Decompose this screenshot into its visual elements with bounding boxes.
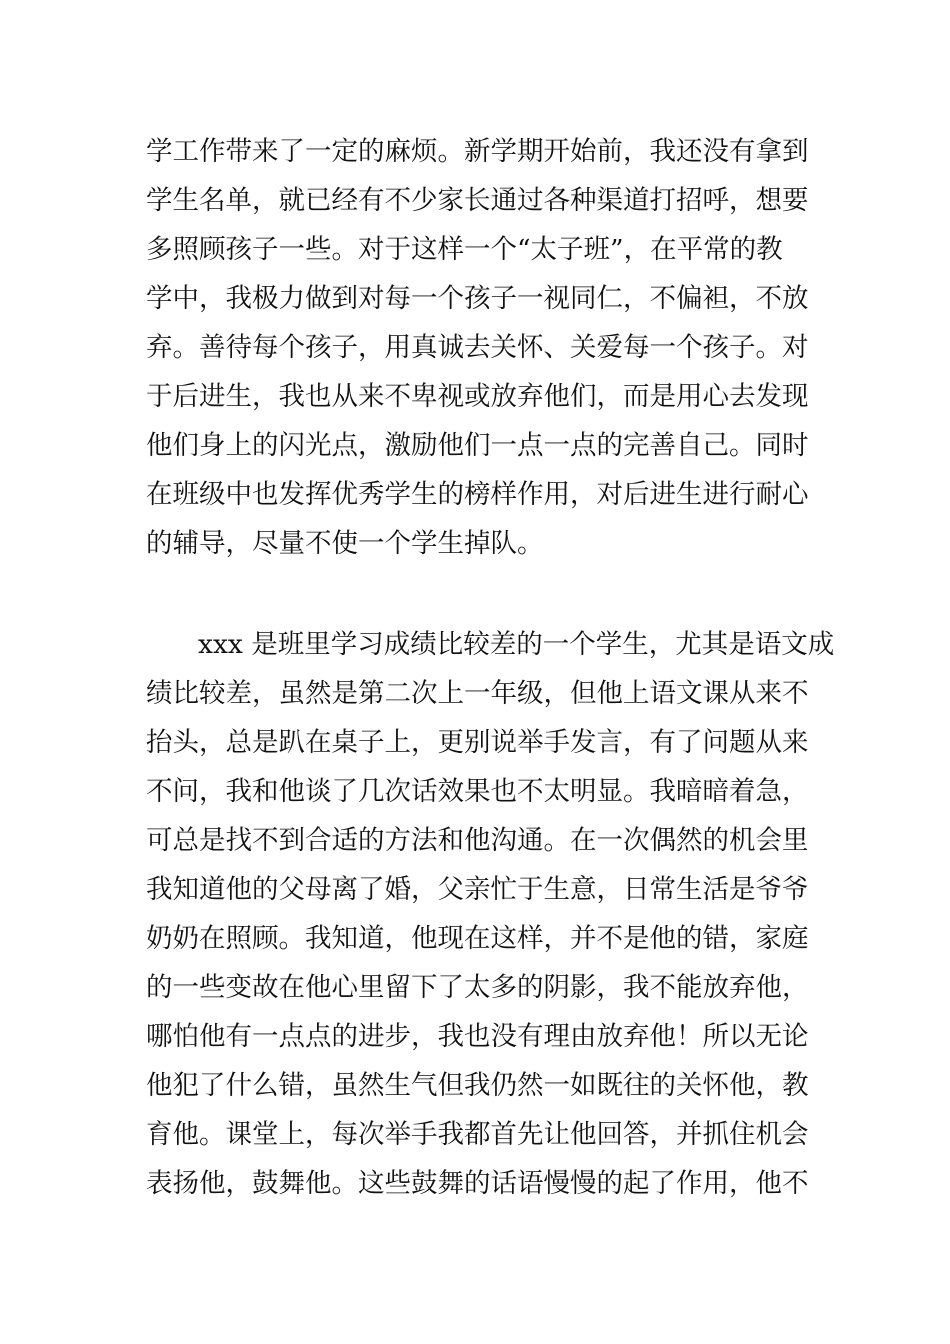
- paragraph-line: 于后进生，我也从来不卑视或放弃他们，而是用心去发现: [146, 381, 809, 412]
- paragraph-line: 多照顾孩子一些。对于这样一个“太子班”，在平常的教: [146, 234, 783, 265]
- paragraph-line: 我知道他的父母离了婚，父亲忙于生意，日常生活是爷爷: [146, 874, 809, 905]
- paragraph-line: 学生名单，就已经有不少家长通过各种渠道打招呼，想要: [146, 185, 809, 216]
- paragraph-line: 他犯了什么错，虽然生气但我仍然一如既往的关怀他，教: [146, 1070, 809, 1101]
- paragraph-line: 的一些变故在他心里留下了太多的阴影，我不能放弃他，: [146, 972, 809, 1003]
- paragraph-line: 的辅导，尽量不使一个学生掉队。: [146, 528, 544, 559]
- paragraph-line: 学中，我极力做到对每一个孩子一视同仁，不偏袒，不放: [146, 283, 809, 314]
- paragraph-line: 不问，我和他谈了几次话效果也不太明显。我暗暗着急，: [146, 776, 809, 807]
- paragraph-line: 学工作带来了一定的麻烦。新学期开始前，我还没有拿到: [146, 136, 809, 167]
- paragraph-line: 绩比较差，虽然是第二次上一年级，但他上语文课从来不: [146, 678, 809, 709]
- paragraph-line: 奶奶在照顾。我知道，他现在这样，并不是他的错，家庭: [146, 923, 809, 954]
- paragraph-2: [146, 620, 835, 1208]
- paragraph-line: 可总是找不到合适的方法和他沟通。在一次偶然的机会里: [146, 825, 809, 856]
- paragraph-line: 他们身上的闪光点，激励他们一点一点的完善自己。同时: [146, 430, 809, 461]
- paragraph-line: 抬头，总是趴在桌子上，更别说举手发言，有了问题从来: [146, 727, 809, 758]
- paragraph-line: 在班级中也发挥优秀学生的榜样作用，对后进生进行耐心: [146, 479, 809, 510]
- paragraph-1: [146, 127, 826, 568]
- paragraph-line: 表扬他，鼓舞他。这些鼓舞的话语慢慢的起了作用，他不: [146, 1168, 809, 1199]
- paragraph-line: 弃。善待每个孩子，用真诚去关怀、关爱每一个孩子。对: [146, 332, 809, 363]
- paragraph-line: 育他。课堂上，每次举手我都首先让他回答，并抓住机会: [146, 1119, 809, 1150]
- paragraph-line: xxx 是班里学习成绩比较差的一个学生，尤其是语文成: [198, 629, 835, 660]
- paragraph-line: 哪怕他有一点点的进步，我也没有理由放弃他！所以无论: [146, 1021, 809, 1052]
